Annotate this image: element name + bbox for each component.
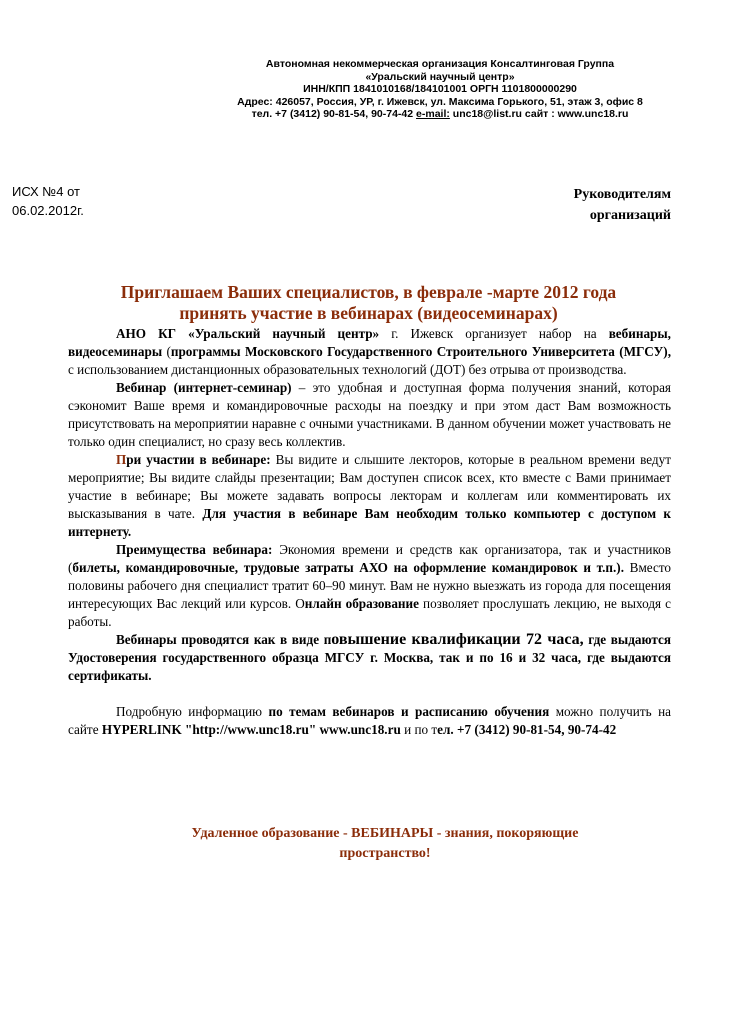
slogan (150, 824, 620, 864)
paragraph-participation: При участии в вебинаре: Вы видите и слышите лекторов, которые в реальном времени ведут мероприятие; Вы видите слайды презентации; Вам доступен список всех, кто вместе с Вами принимает участие в вебинаре; Вы можете задавать вопросы лекторам и коллегам или комментировать их высказывания в чате. Для участия в вебинаре Вам необходим только компьютер с доступом к интернету. (68, 452, 671, 539)
addressee (574, 184, 671, 226)
ref-number: ИСХ №4 от (12, 184, 80, 199)
org-name: Автономная некоммерческая организация Консалтинговая Группа (265, 58, 615, 70)
paragraph-webinar-definition: Вебинар (интернет-семинар) – это удобная и доступная форма получения знаний, которая сэкономит Ваше время и командировочные расходы на поездку и при этом даст Вам возможность присутствовать на мероприятии наравне с очными участниками. В данном обучении может участвовать не только один специалист, но сразу весь коллектив. (68, 380, 671, 449)
paragraph-formats: Вебинары проводятся как в виде повышение квалификации 72 часа, где выдаются Удостоверения государственного образца МГСУ г. Москва, так и по 16 и 32 часа, где выдаются сертификаты. (68, 631, 672, 683)
ref-date: 06.02.2012г. (12, 203, 84, 218)
title-line2: принять участие в вебинарах (видеосеминарах) (179, 303, 558, 323)
website-link[interactable]: HYPERLINK "http://www.unc18.ru" www.unc18.ru (101, 722, 401, 737)
addressee-line1: Руководителям (573, 187, 671, 202)
letterhead (200, 58, 680, 121)
org-phone: тел. +7 (3412) 90-81-54, 90-74-42 (251, 108, 417, 120)
paragraph-contact-info: Подробную информацию по темам вебинаров и расписанию обучения можно получить на сайте HYPERLINK "http://www.unc18.ru" www.unc18.ru и по тел. +7 (3412) 90-81-54, 90-74-42 (68, 704, 672, 737)
org-email-site: unc18@list.ru сайт : www.unc18.ru (449, 108, 629, 120)
org-contacts (200, 108, 680, 121)
addressee-line2: организаций (589, 208, 671, 223)
slogan-line2: пространство! (339, 846, 431, 861)
org-inn: ИНН/КПП 1841010168/184101001 ОРГН 1101800000290 (303, 83, 577, 95)
paragraph-intro: АНО КГ «Уральский научный центр» г. Ижевск организует набор на вебинары, видеосеминары (программы Московского Государственного Строительного Университета (МГСУ), с использованием дистанционных образовательных технологий (ДОТ) без отрыва от производства. (68, 326, 671, 377)
org-address: Адрес: 426057, Россия, УР, г. Ижевск, ул. Максима Горького, 51, этаж 3, офис 8 (237, 95, 643, 108)
email-label[interactable]: e-mail: (416, 108, 450, 120)
letter-body (68, 325, 671, 739)
org-center: «Уральский научный центр» (365, 70, 515, 83)
paragraph-advantages: Преимущества вебинара: Экономия времени и средств как организатора, так и участников (билеты, командировочные, трудовые затраты АХО на оформление командировок и т.п.). Вместо половины рабочего дня специалист тратит 60–90 минут. Вам не нужно выезжать из города для посещения интересующих Вас лекций или курсов. Онлайн образование позволяет прослушать лекцию, не выходя с работы. (68, 542, 672, 629)
outgoing-reference (12, 182, 84, 220)
title-line1: Приглашаем Ваших специалистов, в феврале -марте 2012 года (120, 282, 617, 302)
letter-title (0, 282, 737, 324)
slogan-line1: Удаленное образование - ВЕБИНАРЫ - знания, покоряющие (191, 826, 579, 841)
